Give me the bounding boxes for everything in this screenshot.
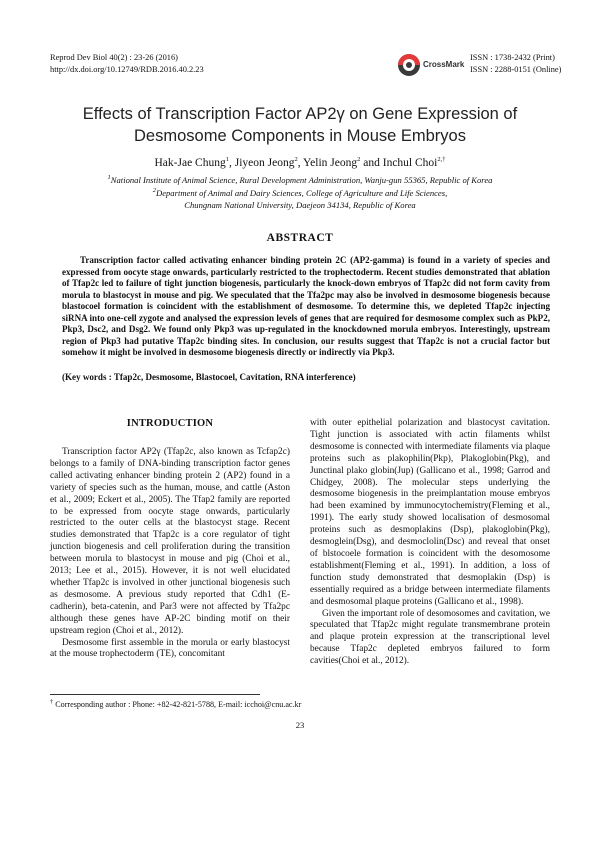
affiliation-2 bbox=[0, 187, 600, 200]
footnote-text: Corresponding author : Phone: +82-42-821-5788, E-mail: icchoi@cnu.ac.kr bbox=[55, 700, 302, 709]
paragraph: with outer epithelial polarization and blastocyst cavitation. Tight junction is associated with actin filaments whilst desmosome is connected with intermediate filaments via plaque proteins such as plakophilin(Pkp), Plakoglobin(Pkg), and Junctinal plako globin(Jup) (Gallicano et al., 1998; Garrod and Chidgey, 2008). The molecular steps underlying the desmosome biogenesis in the preimplantation mouse embryos had been examined by immunocytochemistry(Fleming et al., 1991). The early study showed localisation of desmosomal proteins such as desmoplakins (Dsp), plakoglobin(Pkg), desmoglein(Dsg), and desmoclolin(Dsc) and reveal that onset of blstocoele formation is coincident with the desomosome establishment(Fleming et al., 1991). In addition, a loss of function study demonstrated that desmoplakin (Dsp) is essentially required as a bridge between intermediate filaments and desmosomal plaque proteins (Gallicano et al., 1998). bbox=[310, 418, 550, 607]
footnote-mark: † bbox=[50, 698, 54, 706]
abstract-body: Transcription factor called activating enhancer binding protein 2C (AP2-gamma) is found in a variety of species and expressed from oocyte stage onwards, particularly restricted to the trophectoderm. Recent studies demonstrated that ablation of Tfap2c led to failure of tight junction biogenesis, particularly the knock-down embryos of Tfap2c did not form cavity from morula to blastocyst in mouse and pig. We speculated that the Tfa2pc may also be involved in desmosome biogenesis because blastocoel formation is coincident with the establishment of desmosome. To determine this, we depleted Tfap2c injecting siRNA into one-cell zygote and analysed the expression levels of genes that are required for desmosome complex such as PkP2, Pkp3, Dsc2, and Dsg2. We found only Pkp3 was up-regulated in the knockdowned morula embryos. Interestingly, upstream region of Pkp3 had putative Tfap2c binding sites. In conclusion, our results suggest that Tfap2c is not a crucial factor but somehow it might be involved in desmosome biogenesis directly or indirectly via Pkp3. bbox=[62, 255, 550, 357]
crossmark-badge[interactable] bbox=[398, 52, 468, 80]
author-affiliation-mark: 2 bbox=[357, 156, 361, 164]
author-name: Jiyeon Jeong bbox=[234, 157, 295, 169]
author-name: Hak-Jae Chung bbox=[154, 157, 226, 169]
author-separator: , bbox=[297, 157, 304, 169]
issn-block bbox=[470, 52, 561, 76]
left-column bbox=[50, 418, 290, 661]
journal-header bbox=[50, 52, 204, 76]
author-separator: , bbox=[228, 157, 235, 169]
corresponding-author-footnote bbox=[50, 700, 301, 709]
crossmark-label: CrossMark bbox=[423, 60, 465, 69]
issn-online: ISSN : 2288-0151 (Online) bbox=[470, 65, 562, 74]
title-line-1: Effects of Transcription Factor AP2γ on Gene Expression of bbox=[82, 105, 518, 123]
author-separator: and bbox=[360, 157, 383, 169]
page-number: 23 bbox=[295, 720, 305, 730]
footnote-divider bbox=[50, 694, 260, 695]
abstract-heading: ABSTRACT bbox=[266, 232, 334, 244]
affiliations bbox=[0, 174, 600, 212]
paragraph: Given the important role of desomosomes and cavitation, we speculated that Tfap2c might regulate transmembrane protein and plaque protein expression at the transcriptional level because Tfap2c depleted embryos failured to form cavities(Choi et al., 2012). bbox=[310, 608, 550, 667]
affiliation-text: Department of Animal and Dairy Sciences, College of Agriculture and Life Sciences, bbox=[155, 187, 448, 198]
paragraph: Desmosome first assemble in the morula or early blastocyst at the mouse trophectoderm (TE), concomitant bbox=[50, 637, 290, 660]
author-affiliation-mark: 2 bbox=[294, 156, 298, 164]
affiliation-mark: 1 bbox=[107, 174, 111, 182]
affiliation-mark: 2 bbox=[152, 186, 156, 194]
doi-link[interactable]: http://dx.doi.org/10.12749/RDB.2016.40.2.23 bbox=[50, 65, 204, 74]
affiliation-3: Chungnam National University, Daejeon 34134, Republic of Korea bbox=[184, 200, 416, 210]
author-affiliation-mark: 2,† bbox=[437, 156, 446, 164]
title-line-2: Desmosome Components in Mouse Embryos bbox=[134, 127, 466, 145]
affiliation-1 bbox=[0, 174, 600, 187]
journal-citation: Reprod Dev Biol 40(2) : 23-26 (2016) bbox=[50, 53, 178, 62]
crossmark-icon bbox=[398, 54, 420, 76]
author-list bbox=[0, 157, 600, 169]
paper-title bbox=[0, 103, 600, 147]
paragraph: Transcription factor AP2γ (Tfap2c, also known as Tcfap2c) belongs to a family of DNA-binding transcription factor genes called activating enhancer binding protein 2 (AP2) found in a variety of species such as the human, mouse, and cattle (Aston et al., 2009; Eckert et al., 2005). The Tfap2 family are reported to be expressed from oocyte stage onwards, particularly restricted to the outer cells at the blastocyst stage. Recent studies demonstrated that Tfap2c is a core regulator of tight junction biogenesis and cell proliferation during the transition between morula to blastocyst in mouse and pig (Choi et al., 2013; Lee et al., 2015). However, it is not well elucidated whether Tfap2c is involved in other junctional biogenesis such as desmosome. A previous study reported that Cdh1 (E-cadherin), beta-catenin, and Par3 were not affected by Tfa2pc although these genes have AP-2C binding motif on their upstream region (Choi et al., 2012). bbox=[50, 447, 290, 636]
right-column bbox=[310, 418, 550, 668]
author-affiliation-mark: 1 bbox=[225, 156, 229, 164]
issn-print: ISSN : 1738-2432 (Print) bbox=[470, 53, 555, 62]
affiliation-text: National Institute of Animal Science, Rural Development Administration, Wanju-gun 55365, Republic of Korea bbox=[110, 175, 493, 185]
author-name: Inchul Choi bbox=[382, 157, 438, 169]
author-name: Yelin Jeong bbox=[303, 157, 358, 169]
keywords: (Key words : Tfap2c, Desmosome, Blastocoel, Cavitation, RNA interference) bbox=[62, 372, 356, 382]
section-heading-introduction: INTRODUCTION bbox=[126, 418, 214, 429]
